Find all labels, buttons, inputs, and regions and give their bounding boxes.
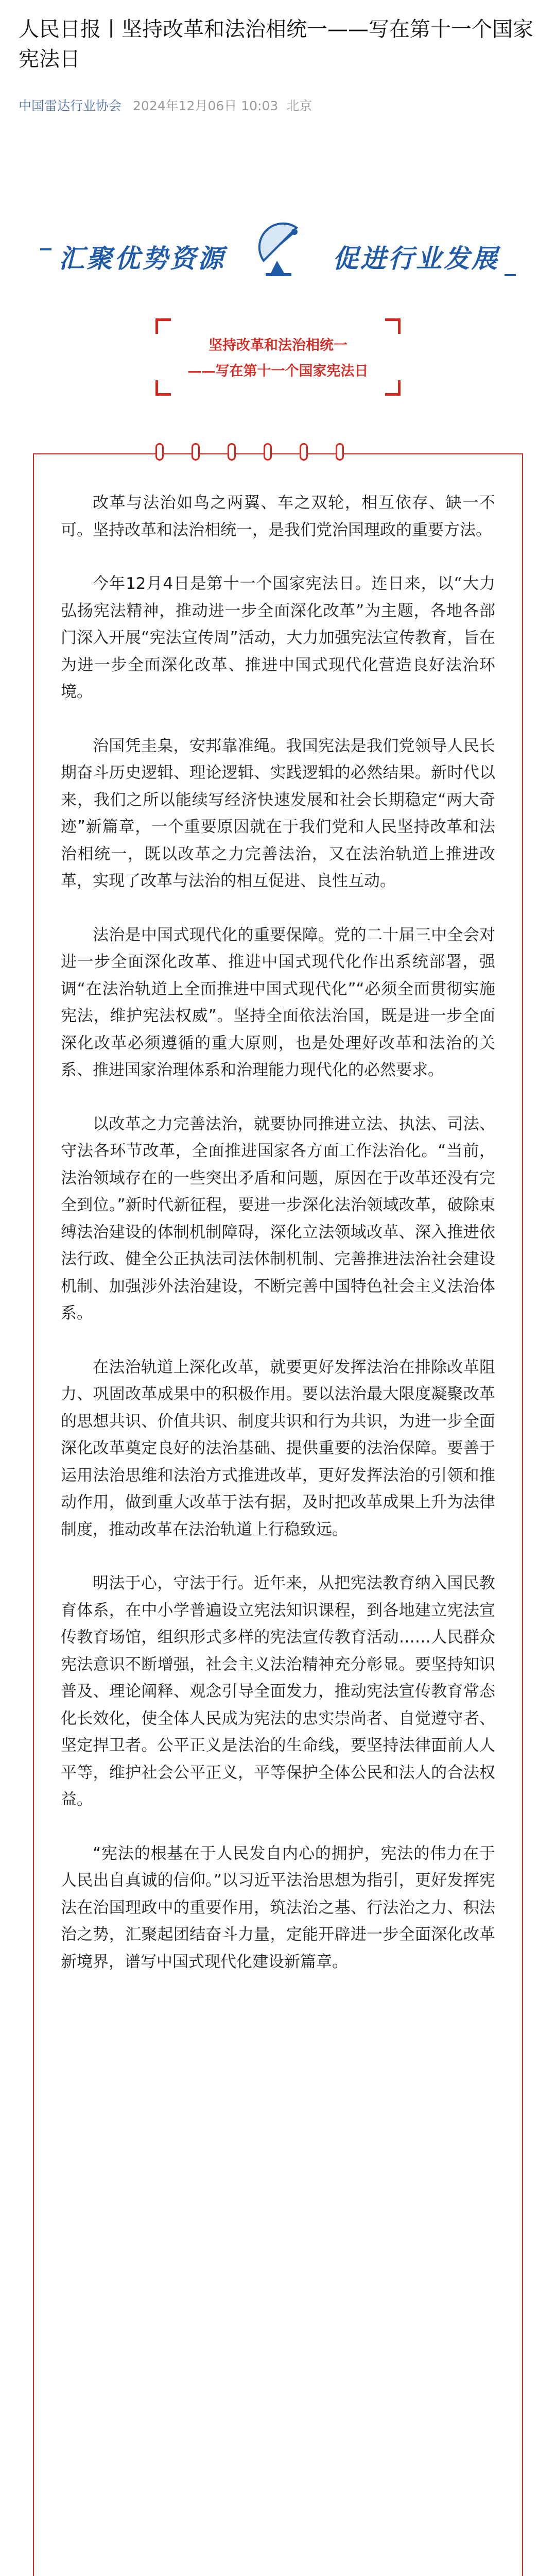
binder-ring — [300, 443, 308, 461]
slogan-divider-left — [40, 248, 51, 250]
publish-date: 2024年12月06日 10:03 — [133, 98, 279, 113]
slogan-divider-right — [505, 274, 516, 276]
corner-bracket — [385, 318, 401, 334]
slogan-banner — [40, 227, 516, 283]
subtitle-box — [155, 318, 401, 396]
article-meta — [19, 96, 312, 114]
paragraph: 今年12月4日是第十一个国家宪法日。连日来，以“大力弘扬宪法精神，推动进一步全面深化改革”为主题，各地各部门深入开展“宪法宣传周”活动，大力加强宪法宣传教育，旨在为进一步全面深化改革、推进中国式现代化营造良好法治环境。 — [61, 574, 495, 701]
paragraph: “宪法的根基在于人民发自内心的拥护，宪法的伟力在于人民出自真诚的信仰。”以习近平法治思想为指引，更好发挥宪法在治国理政中的重要作用，筑法治之基、行法治之力、积法治之势，汇聚起团结奋斗力量，定能开辟进一步全面深化改革新境界，谱写中国式现代化建设新篇章。 — [61, 1844, 495, 1971]
binder-rings — [34, 443, 522, 464]
binder-ring — [192, 443, 200, 461]
paragraph: 明法于心，守法于行。近年来，从把宪法教育纳入国民教育体系，在中小学普遍设立宪法知识课程，到各地建立宪法宣传教育场馆，组织形式多样的宪法宣传教育活动……人民群众宪法意识不断增强，社会主义法治精神充分彰显。要坚持知识普及、理论阐释、观念引导全面发力，推动宪法宣传教育常态化长效化，使全体人民成为宪法的忠实崇尚者、自觉遵守者、坚定捍卫者。公平正义是法治的生命线，要坚持法律面前人人平等，维护社会公平正义，平等保护全体公民和法人的合法权益。 — [61, 1574, 495, 1809]
publish-location: 北京 — [286, 98, 312, 113]
paragraph: 法治是中国式现代化的重要保障。党的二十届三中全会对进一步全面深化改革、推进中国式现代化作出系统部署，强调“在法治轨道上全面推进中国式现代化”“必须全面贯彻实施宪法，维护宪法权威”。坚持全面依法治国，既是进一步全面深化改革必须遵循的重大原则，也是处理好改革和法治的关系、推进国家治理体系和治理能力现代化的必然要求。 — [61, 925, 495, 1079]
radar-dish-icon — [253, 219, 315, 281]
corner-bracket — [155, 380, 171, 396]
slogan-right: 促进行业发展 — [333, 243, 499, 274]
slogan-left: 汇聚优势资源 — [59, 243, 225, 274]
corner-bracket — [155, 318, 171, 334]
binder-ring — [336, 443, 344, 461]
binder-ring — [155, 443, 164, 461]
paragraph: 改革与法治如鸟之两翼、车之双轮，相互依存、缺一不可。坚持改革和法治相统一，是我们党治国理政的重要方法。 — [61, 494, 495, 539]
article-title: 人民日报丨坚持改革和法治相统一——写在第十一个国家宪法日 — [19, 18, 533, 71]
paragraph: 治国凭圭臬，安邦靠准绳。我国宪法是我们党领导人民长期奋斗历史逻辑、理论逻辑、实践逻辑的必然结果。新时代以来，我们之所以能续写经济快速发展和社会长期稳定“两大奇迹”新篇章，一个重要原因就在于我们党和人民坚持改革和法治相统一，既以改革之力完善法治，又在法治轨道上推进改革，实现了改革与法治的相互促进、良性互动。 — [61, 736, 495, 890]
binder-ring — [228, 443, 236, 461]
author-link[interactable]: 中国雷达行业协会 — [19, 98, 122, 113]
subtitle-line-2: ——写在第十一个国家宪法日 — [187, 363, 369, 379]
binder-ring — [264, 443, 272, 461]
corner-bracket — [385, 380, 401, 396]
article-body — [61, 489, 495, 2002]
subtitle-line-1: 坚持改革和法治相统一 — [208, 337, 348, 353]
paragraph: 在法治轨道上深化改革，就要更好发挥法治在排除改革阻力、巩固改革成果中的积极作用。要以法治最大限度凝聚改革的思想共识、价值共识、制度共识和行为共识，为进一步全面深化改革奠定良好的法治基础、提供重要的法治保障。要善于运用法治思维和法治方式推进改革，更好发挥法治的引领和推动作用，做到重大改革于法有据，及时把改革成果上升为法律制度，推动改革在法治轨道上行稳致远。 — [61, 1358, 495, 1539]
paragraph: 以改革之力完善法治，就要协同推进立法、执法、司法、守法各环节改革，全面推进国家各方面工作法治化。“当前，法治领域存在的一些突出矛盾和问题，原因在于改革还没有完全到位。”新时代新征程，要进一步深化法治领域改革，破除束缚法治建设的体制机制障碍，深化立法领域改革、深入推进依法行政、健全公正执法司法体制机制、完善推进法治社会建设机制、加强涉外法治建设，不断完善中国特色社会主义法治体系。 — [61, 1114, 495, 1323]
